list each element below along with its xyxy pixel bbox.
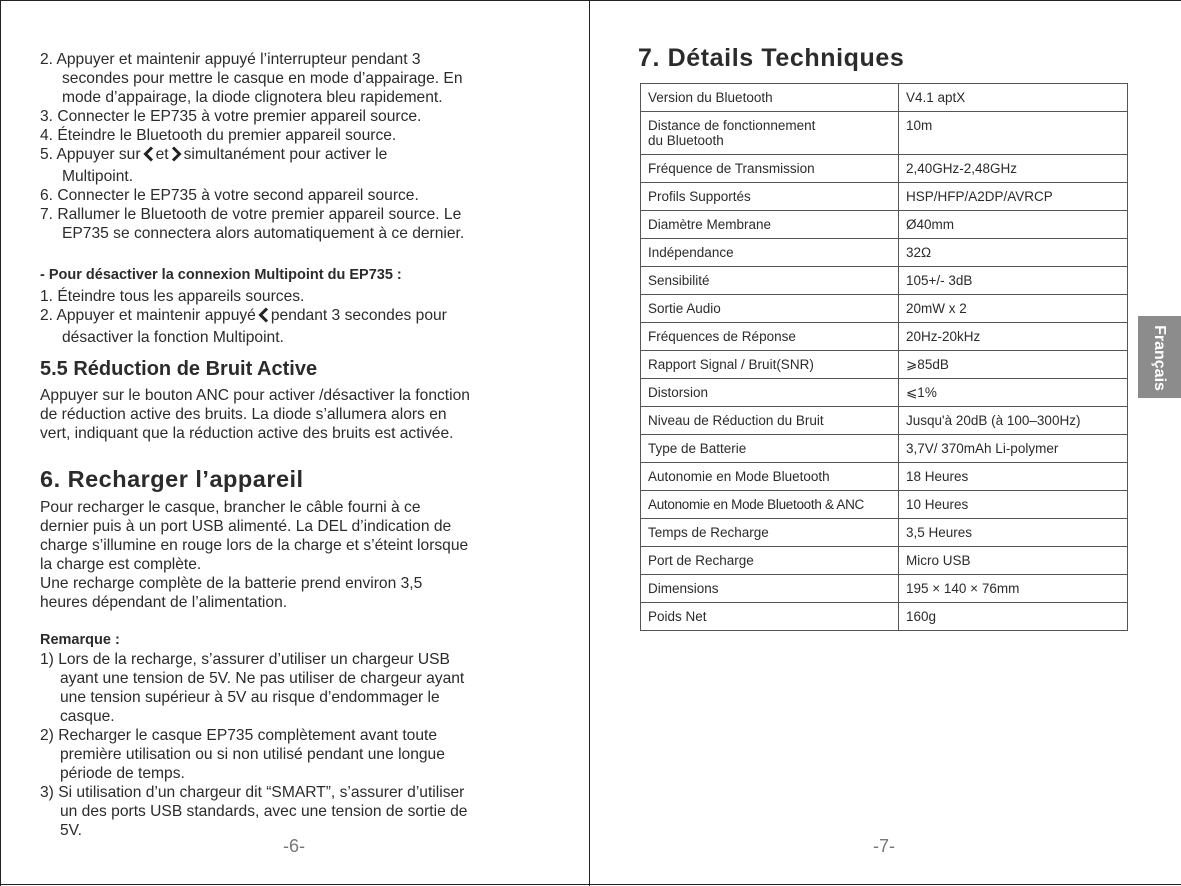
table-row	[641, 295, 1128, 323]
table-row	[641, 155, 1128, 183]
recharge-text: Une recharge complète de la batterie prend environ 3,5	[40, 575, 423, 592]
step-5-prefix: 5. Appuyer sur	[40, 146, 141, 163]
spec-value: 195 × 140 × 76mm	[899, 575, 1128, 603]
spec-value: Micro USB	[899, 547, 1128, 575]
spec-value: 160g	[899, 603, 1128, 631]
step-line: secondes pour mettre le casque en mode d’appairage. En	[62, 70, 463, 87]
remark-line: 5V.	[60, 822, 82, 839]
recharge-text: charge s’illumine en rouge lors de la charge et s’éteint lorsque	[40, 537, 469, 554]
spec-value: Jusqu'à 20dB (à 100–300Hz)	[899, 407, 1128, 435]
step-line: EP735 se connectera alors automatiquement à ce dernier.	[62, 225, 465, 242]
tech-details-title: 7. Détails Techniques	[638, 44, 905, 72]
table-row	[641, 267, 1128, 295]
spec-label: Diamètre Membrane	[641, 211, 899, 239]
spec-label: Fréquence de Transmission	[641, 155, 899, 183]
table-row	[641, 519, 1128, 547]
table-row	[641, 435, 1128, 463]
recharge-text: la charge est complète.	[40, 556, 202, 573]
remark-line: un des ports USB standards, avec une tension de sortie de	[60, 803, 468, 820]
remark-line: casque.	[60, 708, 115, 725]
spec-label: Temps de Recharge	[641, 519, 899, 547]
spec-label	[641, 112, 899, 155]
deactivate-step: désactiver la fonction Multipoint.	[62, 329, 284, 346]
step-5-mid: et	[155, 146, 169, 163]
spec-value: V4.1 aptX	[899, 84, 1128, 112]
step-line: 6. Connecter le EP735 à votre second appareil source.	[40, 187, 419, 204]
deactivate-heading: - Pour désactiver la connexion Multipoint du EP735 :	[40, 267, 402, 283]
table-row	[641, 183, 1128, 211]
spec-table	[640, 83, 1128, 631]
table-row	[641, 239, 1128, 267]
table-row	[641, 463, 1128, 491]
spec-label: Autonomie en Mode Bluetooth	[641, 463, 899, 491]
spec-value: 20mW x 2	[899, 295, 1128, 323]
multipoint-steps	[40, 50, 550, 243]
spec-label: Sensibilité	[641, 267, 899, 295]
chevron-left-icon	[143, 146, 154, 167]
spec-value: 20Hz-20kHz	[899, 323, 1128, 351]
step-line: 2. Appuyer et maintenir appuyé l’interrupteur pendant 3	[40, 51, 421, 68]
anc-heading: 5.5 Réduction de Bruit Active	[40, 358, 318, 380]
table-row	[641, 211, 1128, 239]
spec-value: HSP/HFP/A2DP/AVRCP	[899, 183, 1128, 211]
step-line: mode d’appairage, la diode clignotera bleu rapidement.	[62, 89, 443, 106]
chevron-left-icon	[258, 307, 269, 328]
page-border-left	[0, 0, 1, 886]
table-row	[641, 491, 1128, 519]
chevron-right-icon	[171, 146, 182, 167]
spec-value: 3,7V/ 370mAh Li-polymer	[899, 435, 1128, 463]
anc-text: de réduction active des bruits. La diode s’allumera alors en	[40, 406, 447, 423]
spec-label-line: du Bluetooth	[648, 133, 724, 148]
spec-label: Distorsion	[641, 379, 899, 407]
anc-text: vert, indiquant que la réduction active des bruits est activée.	[40, 425, 454, 442]
recharge-text: Pour recharger le casque, brancher le câble fourni à ce	[40, 499, 421, 516]
spec-label: Rapport Signal / Bruit(SNR)	[641, 351, 899, 379]
language-tab-label: Français	[1151, 325, 1168, 391]
remark-line: ayant une tension de 5V. Ne pas utiliser de chargeur ayant	[60, 670, 465, 687]
table-row	[641, 547, 1128, 575]
recharge-text: dernier puis à un port USB alimenté. La DEL d’indication de	[40, 518, 452, 535]
spec-label: Dimensions	[641, 575, 899, 603]
spec-label: Autonomie en Mode Bluetooth & ANC	[641, 491, 899, 519]
deactivate-step: 1. Éteindre tous les appareils sources.	[40, 288, 305, 305]
remark-line: période de temps.	[60, 765, 185, 782]
spec-label: Port de Recharge	[641, 547, 899, 575]
spec-label: Type de Batterie	[641, 435, 899, 463]
recharge-heading: 6. Recharger l’appareil	[40, 466, 304, 492]
left-page	[40, 50, 550, 840]
spec-label: Fréquences de Réponse	[641, 323, 899, 351]
page-number-left: -6-	[283, 836, 305, 856]
table-row	[641, 379, 1128, 407]
spec-value: 32Ω	[899, 239, 1128, 267]
table-row	[641, 323, 1128, 351]
spec-label: Indépendance	[641, 239, 899, 267]
step-line: 7. Rallumer le Bluetooth de votre premier appareil source. Le	[40, 206, 462, 223]
spec-value: 18 Heures	[899, 463, 1128, 491]
remark-line: première utilisation ou si non utilisé pendant une longue	[60, 746, 445, 763]
step-line: 3. Connecter le EP735 à votre premier appareil source.	[40, 108, 422, 125]
page-border-top	[0, 0, 1181, 1]
table-row	[641, 603, 1128, 631]
page-border-bottom	[0, 884, 1181, 885]
table-row	[641, 112, 1128, 155]
spec-label: Profils Supportés	[641, 183, 899, 211]
spec-value: ⩾85dB	[899, 351, 1128, 379]
remark-line: 1) Lors de la recharge, s’assurer d’utiliser un chargeur USB	[40, 651, 450, 668]
remark-line: 2) Recharger le casque EP735 complètement avant toute	[40, 727, 438, 744]
deactivate-step-2	[40, 306, 550, 328]
page-number-right: -7-	[873, 836, 895, 856]
step-5-line	[40, 145, 550, 167]
spec-label: Version du Bluetooth	[641, 84, 899, 112]
anc-text: Appuyer sur le bouton ANC pour activer /désactiver la fonction	[40, 387, 470, 404]
step-line: 4. Éteindre le Bluetooth du premier appareil source.	[40, 127, 397, 144]
spec-value: 2,40GHz-2,48GHz	[899, 155, 1128, 183]
spec-value: ⩽1%	[899, 379, 1128, 407]
spec-label: Sortie Audio	[641, 295, 899, 323]
deactivate-step-2-suffix: pendant 3 secondes pour	[270, 307, 447, 324]
deactivate-step-2-prefix: 2. Appuyer et maintenir appuyé	[40, 307, 256, 324]
spec-value: 3,5 Heures	[899, 519, 1128, 547]
table-row	[641, 407, 1128, 435]
spec-value: Ø40mm	[899, 211, 1128, 239]
spec-label: Poids Net	[641, 603, 899, 631]
remark-line: une tension supérieur à 5V au risque d’endommager le	[60, 689, 440, 706]
table-row	[641, 351, 1128, 379]
table-row	[641, 575, 1128, 603]
page-divider	[589, 0, 590, 886]
step-5-suffix: simultanément pour activer le	[183, 146, 388, 163]
spec-label: Niveau de Réduction du Bruit	[641, 407, 899, 435]
spec-value: 10 Heures	[899, 491, 1128, 519]
spec-label-line: Distance de fonctionnement	[648, 118, 816, 133]
table-row	[641, 84, 1128, 112]
step-line: Multipoint.	[62, 168, 134, 185]
spec-value: 105+/- 3dB	[899, 267, 1128, 295]
recharge-text: heures dépendant de l’alimentation.	[40, 594, 288, 611]
spec-value: 10m	[899, 112, 1128, 155]
remark-heading: Remarque :	[40, 632, 120, 648]
remark-line: 3) Si utilisation d’un chargeur dit “SMART”, s’assurer d’utiliser	[40, 784, 465, 801]
